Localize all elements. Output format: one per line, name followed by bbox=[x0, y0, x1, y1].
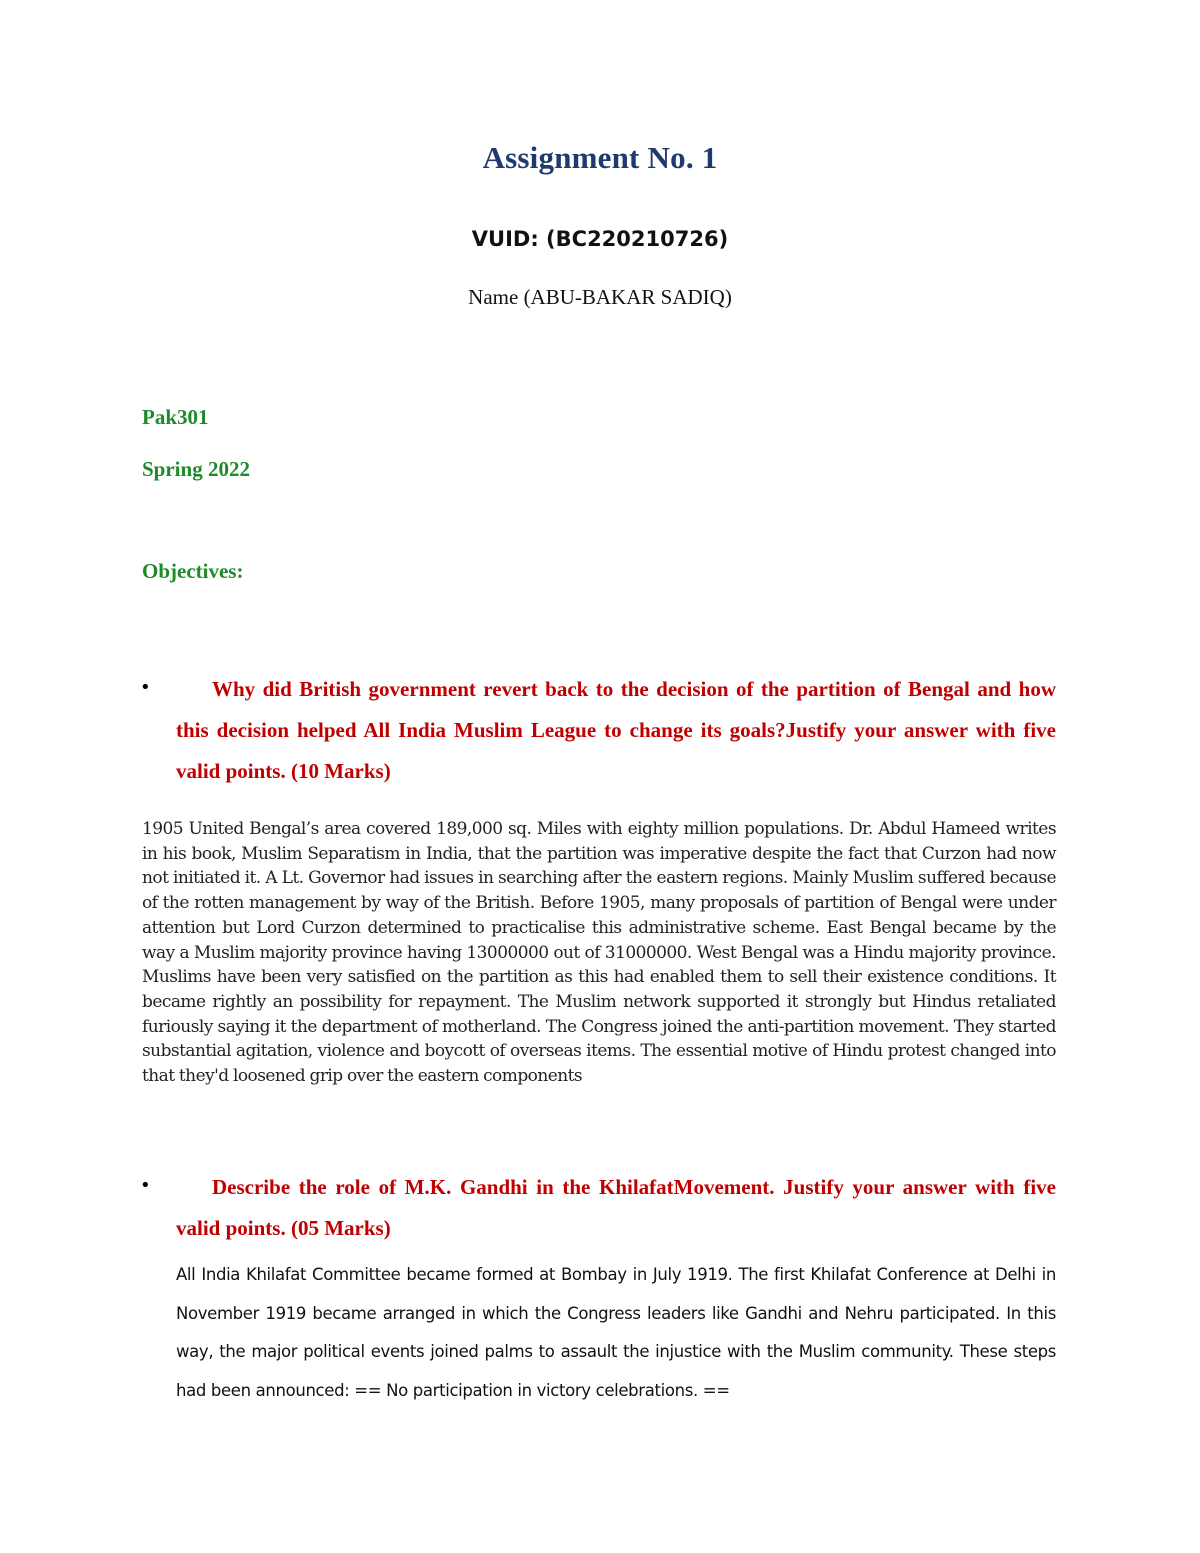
bullet-icon: • bbox=[140, 677, 151, 698]
answer-1: 1905 United Bengal’s area covered 189,000 sq. Miles with eighty million populations. Dr. Abdul Hameed writes in his book, Muslim Separatism in India, that the partition was imperative despite the fact that Curzon had now not initiated it. A Lt. Governor had issues in searching after the eastern regions. Mainly Muslim suffered because of the rotten management by way of the British. Before 1905, many proposals of partition of Bengal were under attention but Lord Curzon determined to practicalise this administrative scheme. East Bengal became by the way a Muslim majority province having 13000000 out of 31000000. West Bengal was a Hindu majority province. Muslims have been very satisfied on the partition as this had enabled them to sell their existence conditions. It became rightly an possibility for repayment. The Muslim network supported it strongly but Hindus retaliated furiously saying it the department of motherland. The Congress joined the anti-partition movement. They started substantial agitation, violence and boycott of overseas items. The essential motive of Hindu protest changed into that they'd loosened grip over the eastern components bbox=[142, 819, 1056, 1087]
course-code: Pak301 bbox=[142, 405, 209, 429]
question-1: Why did British government revert back to the decision of the partition of Bengal and how this decision helped All India Muslim League to change its goals?Justify your answer with five valid points. (10 Marks) bbox=[176, 677, 1056, 783]
objectives-heading: Objectives: bbox=[142, 559, 244, 583]
answer-2: All India Khilafat Committee became formed at Bombay in July 1919. The first Khilafat Conference at Delhi in November 1919 became arranged in which the Congress leaders like Gandhi and Nehru participated. In this way, the major political events joined palms to assault the injustice with the Muslim community. These steps had been announced: == No participation in victory celebrations. == bbox=[176, 1265, 1056, 1401]
assignment-title: Assignment No. 1 bbox=[482, 140, 718, 175]
term-label: Spring 2022 bbox=[142, 457, 250, 481]
question-2: Describe the role of M.K. Gandhi in the KhilafatMovement. Justify your answer with five valid points. (05 Marks) bbox=[176, 1175, 1056, 1240]
vuid-line: VUID: (BC220210726) bbox=[471, 227, 729, 251]
student-name: Name (ABU-BAKAR SADIQ) bbox=[468, 285, 732, 309]
bullet-icon: • bbox=[140, 1175, 151, 1196]
